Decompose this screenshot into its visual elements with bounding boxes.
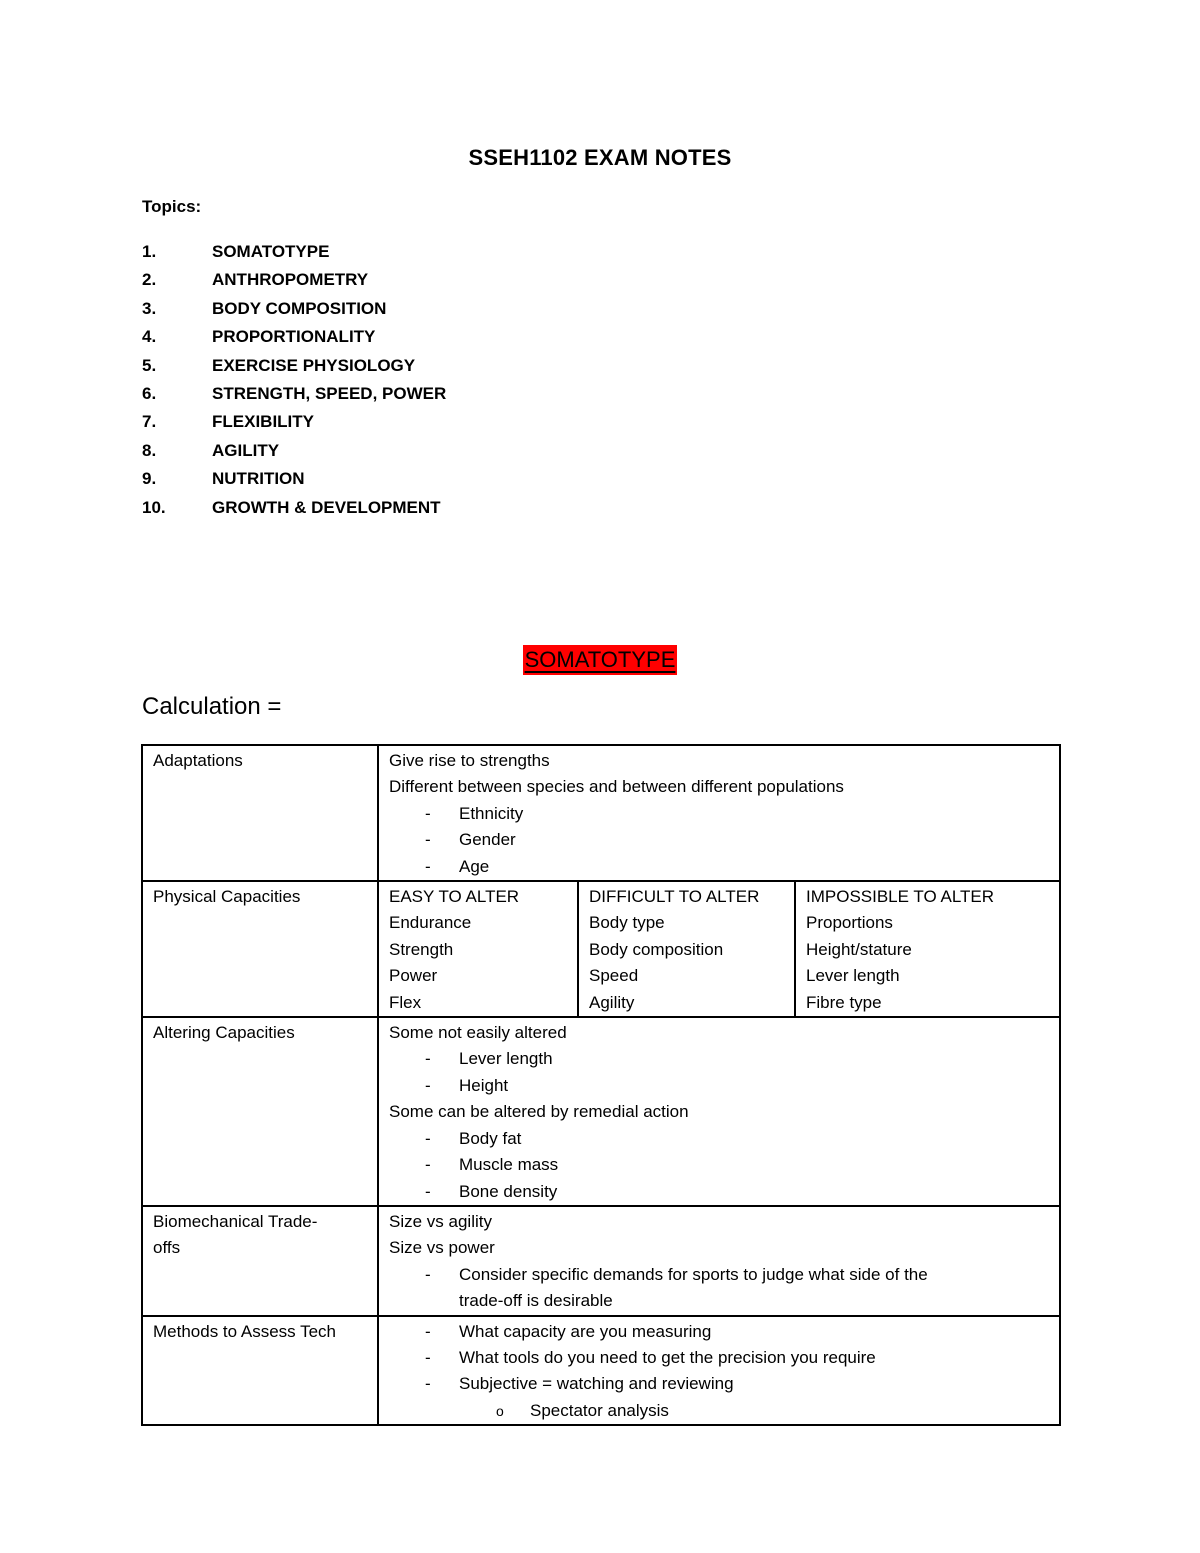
content-line: Give rise to strengths bbox=[389, 751, 550, 770]
bullet-text: Lever length bbox=[459, 1049, 553, 1069]
dash-marker: - bbox=[425, 1155, 431, 1175]
dash-marker: - bbox=[425, 1264, 431, 1284]
topics-list bbox=[142, 240, 446, 524]
row-label: Biomechanical Trade-offs bbox=[153, 1211, 318, 1258]
sub-bullet-text: Spectator analysis bbox=[530, 1400, 669, 1420]
topic-item bbox=[142, 297, 446, 325]
capacity-column-header: DIFFICULT TO ALTER bbox=[589, 887, 760, 907]
bullet-item bbox=[389, 854, 1049, 880]
row-label: Methods to Assess Tech bbox=[153, 1321, 337, 1341]
topic-item bbox=[142, 439, 446, 467]
document-title: SSEH1102 EXAM NOTES bbox=[468, 145, 732, 170]
dash-marker: - bbox=[425, 1128, 431, 1148]
dash-marker: - bbox=[425, 1347, 431, 1367]
topic-text: GROWTH & DEVELOPMENT bbox=[212, 497, 441, 517]
topic-number: 9. bbox=[142, 469, 157, 489]
bullet-text: Consider specific demands for sports to judge what side of the trade-off is desirable bbox=[459, 1264, 928, 1311]
topic-number: 5. bbox=[142, 355, 157, 375]
circle-marker: o bbox=[496, 1402, 504, 1419]
capacity-column bbox=[378, 881, 578, 1017]
topic-text: NUTRITION bbox=[212, 469, 305, 489]
topic-text: AGILITY bbox=[212, 440, 280, 460]
row-content-cell bbox=[378, 745, 1060, 881]
dash-marker: - bbox=[425, 1181, 431, 1201]
topic-number: 2. bbox=[142, 270, 157, 290]
topic-text: PROPORTIONALITY bbox=[212, 327, 376, 347]
topic-item bbox=[142, 382, 446, 410]
row-label-cell bbox=[142, 1316, 378, 1426]
bullet-item bbox=[389, 1262, 949, 1315]
topic-text: ANTHROPOMETRY bbox=[212, 270, 369, 290]
topic-text: FLEXIBILITY bbox=[212, 412, 314, 432]
row-label-cell bbox=[142, 881, 378, 1017]
topic-text: SOMATOTYPE bbox=[212, 242, 330, 261]
capacity-item: Proportions bbox=[806, 913, 893, 933]
capacity-item: Flex bbox=[389, 992, 422, 1012]
capacity-column-header: EASY TO ALTER bbox=[389, 887, 520, 907]
table-row bbox=[142, 881, 1060, 1017]
content-line: Size vs power bbox=[389, 1238, 495, 1258]
row-label-cell bbox=[142, 745, 378, 881]
topic-text: STRENGTH, SPEED, POWER bbox=[212, 383, 447, 403]
capacity-item: Body type bbox=[589, 913, 665, 933]
table-row bbox=[142, 1206, 1060, 1316]
bullet-text: Bone density bbox=[459, 1181, 558, 1201]
topic-item bbox=[142, 354, 446, 382]
content-line: Some can be altered by remedial action bbox=[389, 1102, 689, 1122]
dash-marker: - bbox=[425, 830, 431, 850]
bullet-item bbox=[389, 1319, 1049, 1345]
table-row bbox=[142, 1017, 1060, 1206]
topic-number: 7. bbox=[142, 412, 157, 432]
capacity-item: Speed bbox=[589, 966, 639, 986]
capacity-item: Endurance bbox=[389, 913, 472, 933]
bullet-item bbox=[389, 801, 1049, 827]
capacity-item: Fibre type bbox=[806, 992, 882, 1012]
bullet-item bbox=[389, 1345, 1049, 1371]
notes-table bbox=[141, 744, 1061, 1426]
topic-text: BODY COMPOSITION bbox=[212, 298, 387, 318]
capacity-column bbox=[795, 881, 1060, 1017]
capacity-item: Strength bbox=[389, 939, 454, 959]
topic-item bbox=[142, 467, 446, 495]
bullet-text: Age bbox=[459, 856, 490, 876]
dash-marker: - bbox=[425, 1321, 431, 1341]
topic-number: 3. bbox=[142, 298, 157, 318]
topic-number: 6. bbox=[142, 383, 157, 403]
dash-marker: - bbox=[425, 1075, 431, 1095]
capacity-item: Height/stature bbox=[806, 939, 912, 959]
bullet-item bbox=[389, 1179, 1049, 1205]
bullet-item bbox=[389, 1152, 1049, 1178]
topic-item bbox=[142, 496, 446, 524]
topic-number: 1. bbox=[142, 242, 157, 261]
row-label-cell bbox=[142, 1017, 378, 1206]
bullet-item bbox=[389, 1126, 1049, 1152]
dash-marker: - bbox=[425, 803, 431, 823]
bullet-text: Subjective = watching and reviewing bbox=[459, 1374, 734, 1394]
topic-number: 4. bbox=[142, 327, 157, 347]
row-label: Adaptations bbox=[153, 751, 243, 770]
capacity-item: Agility bbox=[589, 992, 635, 1012]
topic-item bbox=[142, 410, 446, 438]
calculation-label: Calculation = bbox=[142, 693, 282, 720]
topic-number: 10. bbox=[142, 497, 166, 517]
bullet-text: Gender bbox=[459, 830, 516, 850]
bullet-item bbox=[389, 1073, 1049, 1099]
bullet-text: Ethnicity bbox=[459, 803, 524, 823]
topic-item bbox=[142, 268, 446, 296]
row-content-cell bbox=[378, 1017, 1060, 1206]
bullet-text: What capacity are you measuring bbox=[459, 1321, 712, 1341]
bullet-text: Body fat bbox=[459, 1128, 522, 1148]
capacity-item: Power bbox=[389, 966, 438, 986]
bullet-text: Muscle mass bbox=[459, 1155, 559, 1175]
bullet-item bbox=[389, 827, 1049, 853]
capacity-column-header: IMPOSSIBLE TO ALTER bbox=[806, 887, 995, 907]
sub-bullet-item bbox=[389, 1398, 1049, 1424]
bullet-item bbox=[389, 1046, 1049, 1072]
row-label: Physical Capacities bbox=[153, 887, 301, 907]
capacity-item: Lever length bbox=[806, 966, 900, 986]
dash-marker: - bbox=[425, 1374, 431, 1394]
row-label-cell bbox=[142, 1206, 378, 1316]
dash-marker: - bbox=[425, 1049, 431, 1069]
capacity-column bbox=[578, 881, 795, 1017]
topics-label: Topics: bbox=[142, 197, 202, 216]
topic-item bbox=[142, 325, 446, 353]
dash-marker: - bbox=[425, 856, 431, 876]
section-heading: SOMATOTYPE bbox=[523, 645, 678, 675]
topic-number: 8. bbox=[142, 440, 157, 460]
topic-item bbox=[142, 240, 446, 268]
content-line: Different between species and between different populations bbox=[389, 777, 844, 797]
row-content-cell bbox=[378, 1316, 1060, 1426]
bullet-text: What tools do you need to get the precision you require bbox=[459, 1347, 876, 1367]
table-row bbox=[142, 745, 1060, 881]
bullet-item bbox=[389, 1371, 1049, 1397]
capacity-item: Body composition bbox=[589, 939, 724, 959]
content-line: Some not easily altered bbox=[389, 1023, 567, 1043]
row-label: Altering Capacities bbox=[153, 1023, 295, 1043]
content-line: Size vs agility bbox=[389, 1211, 492, 1231]
row-content-cell bbox=[378, 1206, 1060, 1316]
table-row bbox=[142, 1316, 1060, 1426]
section-heading-wrapper bbox=[0, 645, 1200, 675]
topic-text: EXERCISE PHYSIOLOGY bbox=[212, 355, 416, 375]
bullet-text: Height bbox=[459, 1075, 509, 1095]
